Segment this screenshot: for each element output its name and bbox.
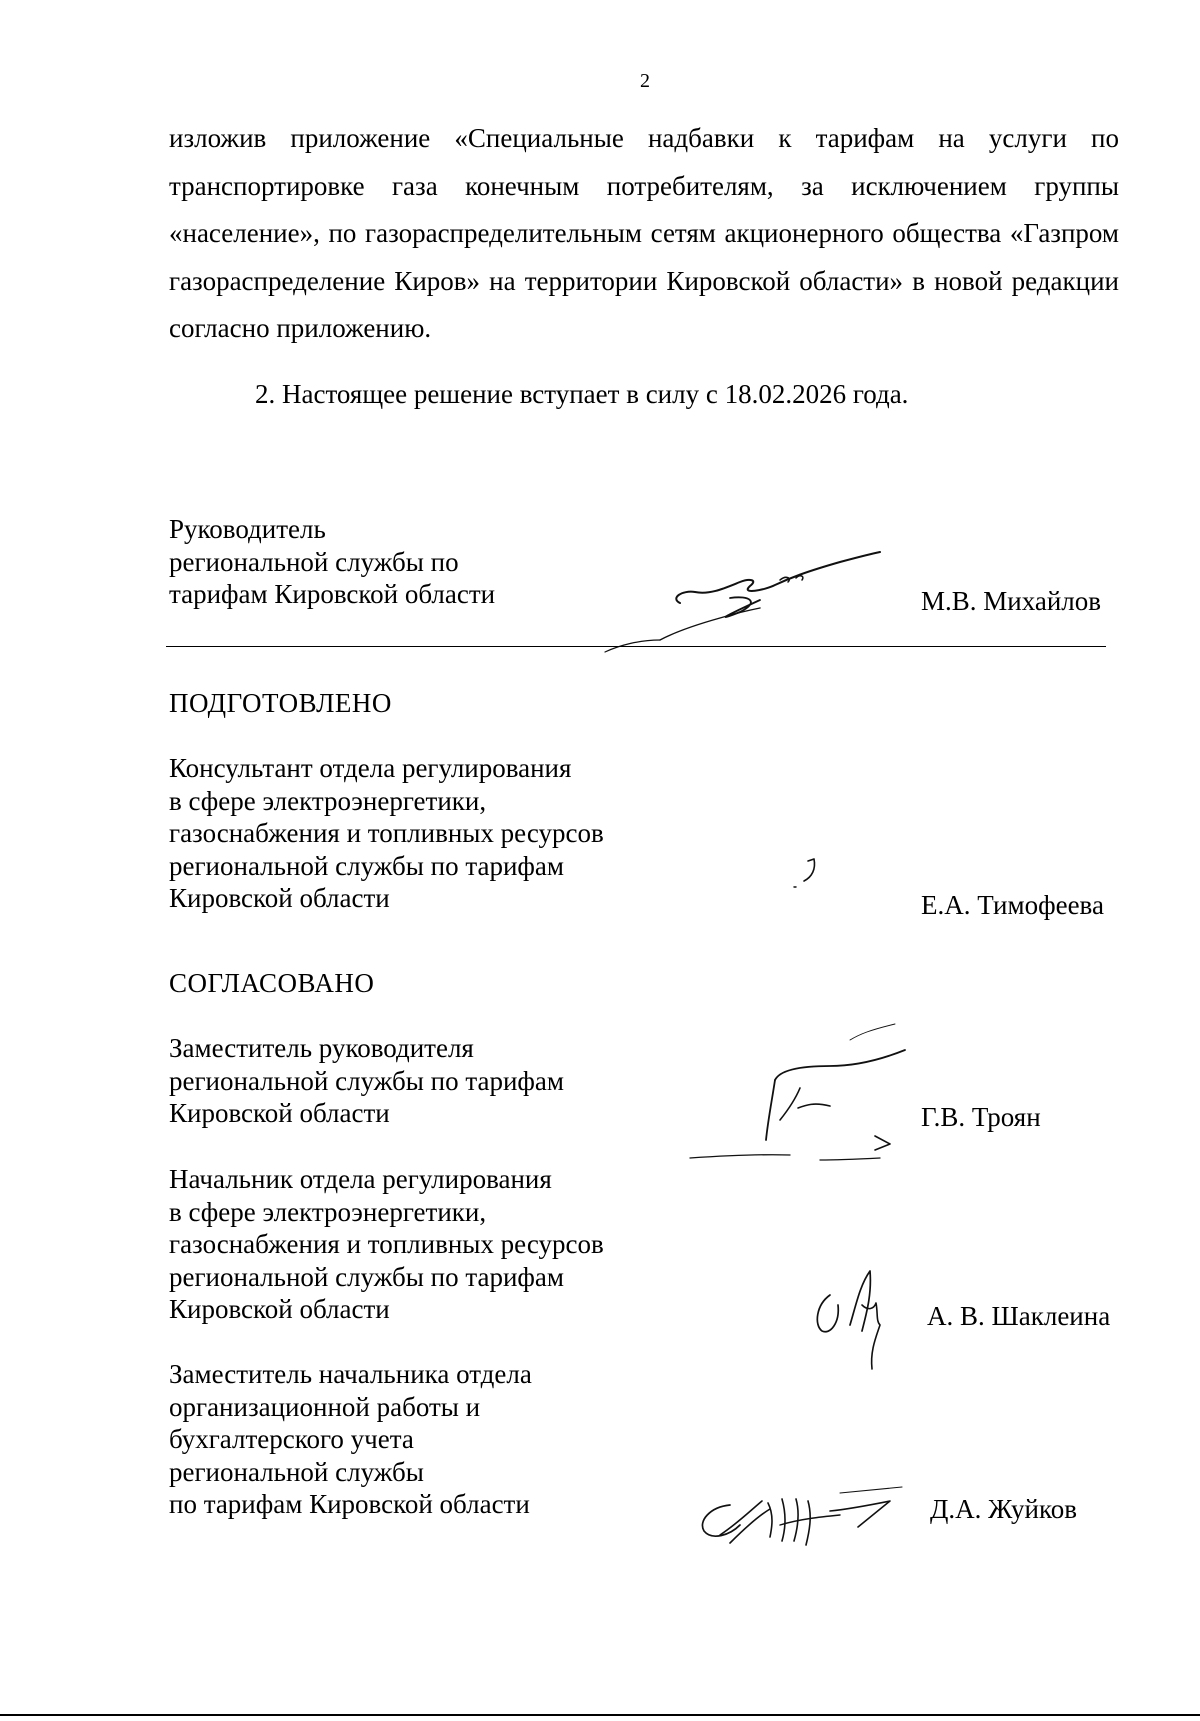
prepared-name: Е.А. Тимофеева	[921, 890, 1104, 920]
page-bottom-edge	[0, 1714, 1200, 1716]
prepared-title	[169, 752, 604, 915]
signatory-title-line: региональной службы по	[169, 546, 459, 577]
agreed-title-line: Кировской области	[169, 1294, 390, 1324]
agreed-title-line: Заместитель начальника отдела	[169, 1359, 532, 1389]
signatory-name: М.В. Михайлов	[921, 586, 1102, 616]
agreed-title-line: в сфере электроэнергетики,	[169, 1196, 487, 1227]
signature-zhuikov	[690, 1465, 920, 1575]
page-number: 2	[640, 70, 650, 92]
agreed-title-line: региональной службы по тарифам	[169, 1065, 564, 1096]
agreed-person-1-name: Г.В. Троян	[921, 1102, 1041, 1132]
agreed-title-line: Заместитель руководителя	[169, 1033, 474, 1063]
agreed-title-line: Кировской области	[169, 1098, 390, 1128]
agreed-title-line: организационной работы и	[169, 1391, 481, 1422]
agreed-title-line: региональной службы по тарифам	[169, 1261, 564, 1292]
agreed-person-2-title	[169, 1163, 604, 1326]
signatory-title-line: Руководитель	[169, 514, 326, 544]
prepared-title-line: Кировской области	[169, 883, 390, 913]
signature-troyan	[680, 1010, 920, 1170]
prepared-title-line: газоснабжения и топливных ресурсов	[169, 818, 604, 848]
agreed-title-line: по тарифам Кировской области	[169, 1489, 530, 1519]
separator-rule	[166, 646, 1106, 647]
signatory-title-line: тарифам Кировской области	[169, 579, 496, 609]
prepared-title-line: в сфере электроэнергетики,	[169, 785, 487, 816]
agreed-heading: СОГЛАСОВАНО	[169, 968, 375, 998]
prepared-title-line: региональной службы по тарифам	[169, 850, 564, 881]
prepared-title-line: Консультант отдела регулирования	[169, 753, 572, 783]
prepared-heading: ПОДГОТОВЛЕНО	[169, 688, 392, 718]
signature-timofeeva	[790, 855, 830, 905]
agreed-person-3-name: Д.А. Жуйков	[930, 1494, 1077, 1524]
signatory-title	[169, 513, 495, 611]
agreed-title-line: бухгалтерского учета	[169, 1424, 414, 1454]
agreed-title-line: газоснабжения и топливных ресурсов	[169, 1229, 604, 1259]
signature-mikhailov	[600, 540, 900, 660]
agreed-title-line: Начальник отдела регулирования	[169, 1164, 552, 1194]
agreed-title-line: региональной службы	[169, 1456, 424, 1487]
signature-shakleina	[810, 1265, 920, 1375]
agreed-person-2-name: А. В. Шаклеина	[927, 1301, 1111, 1331]
agreed-person-3-title	[169, 1358, 532, 1521]
body-paragraph: изложив приложение «Специальные надбавки к тарифам на услуги по транспортировке газа конечным потребителям, за исключением группы «население», по газораспределительным сетям акционерного общества «Газпром газораспределение Киров» на территории Кировской области» в новой редакции согласно приложению.	[169, 123, 1119, 343]
item-2-text: 2. Настоящее решение вступает в силу с 18.02.2026 года.	[255, 379, 909, 409]
agreed-person-1-title	[169, 1032, 564, 1130]
